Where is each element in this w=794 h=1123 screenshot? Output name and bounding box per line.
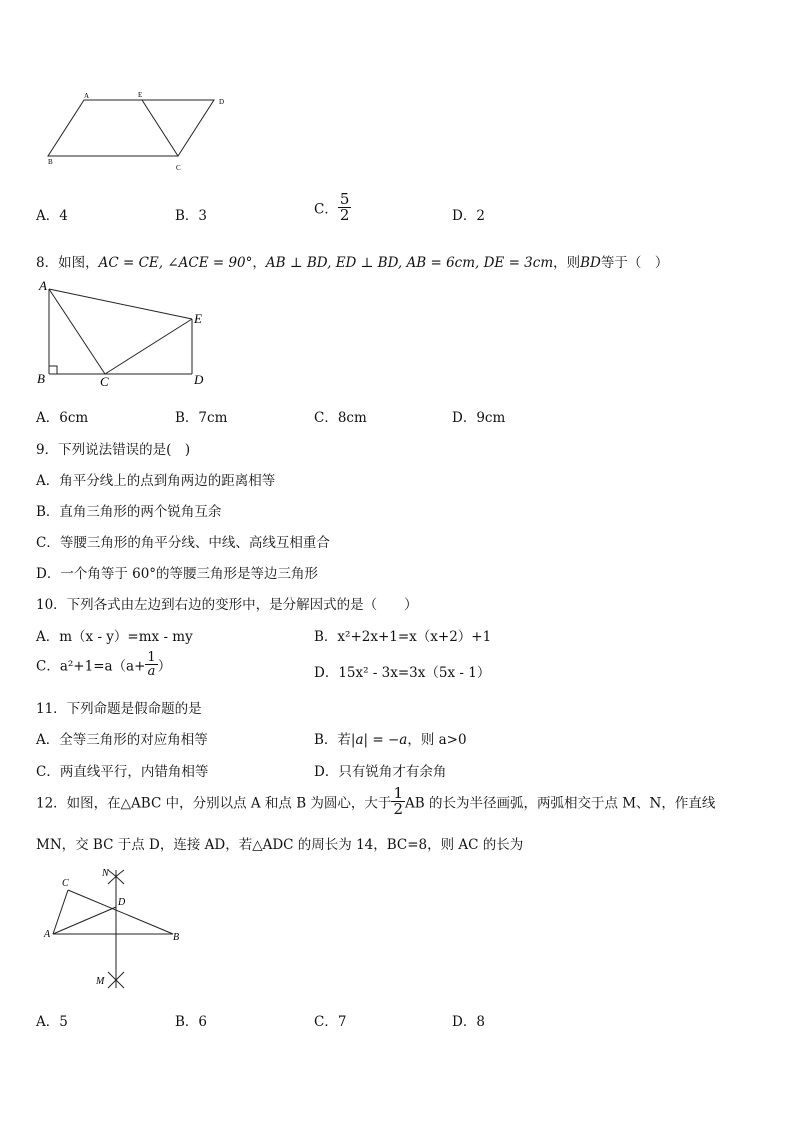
q11-option-c: C．两直线平行，内错角相等: [36, 764, 209, 780]
q7-option-d: D．2: [452, 208, 485, 224]
q8-bd: BD: [580, 255, 601, 271]
figure-q12-construction: [36, 864, 196, 996]
fig12-label-D: D: [118, 897, 126, 908]
q11-b-math: |a| = −a: [350, 732, 408, 748]
q10-option-b: B．x²+2x+1=x（x+2）+1: [314, 629, 492, 645]
fig12-label-C: C: [62, 878, 69, 889]
q9-stem: 9．下列说法错误的是( ): [36, 442, 191, 458]
q7-c-numerator: 5: [339, 190, 350, 208]
q10-c-denominator: a: [145, 664, 157, 678]
q12-option-a: A．5: [36, 1014, 68, 1030]
fig8-label-C: C: [100, 374, 109, 389]
fig8-label-E: E: [194, 311, 202, 326]
q10-c-pre: C．a²+1=a（a+: [36, 658, 146, 675]
q10-stem: 10．下列各式由左边到右边的变形中，是分解因式的是（ ）: [36, 597, 418, 613]
q10-option-a: A．m（x - y）=mx - my: [36, 629, 193, 645]
fig8-label-B: B: [37, 371, 45, 386]
q8-option-c: C．8cm: [314, 410, 367, 426]
q9-option-d: D．一个角等于 60°的等腰三角形是等边三角形: [36, 566, 319, 582]
q11-stem: 11．下列命题是假命题的是: [36, 701, 202, 717]
q12-fraction: [391, 786, 405, 817]
q7-option-c-fraction: [338, 192, 352, 223]
fig12-label-N: N: [102, 868, 109, 879]
q8-given-1: AC = CE, ∠ACE = 90°: [98, 255, 253, 271]
fig7-label-C: C: [176, 164, 181, 172]
q7-option-b: B．3: [175, 208, 208, 224]
q12-option-c: C．7: [314, 1014, 347, 1030]
q7-option-c-prefix: C．: [314, 201, 338, 218]
q12-option-b: B．6: [175, 1014, 208, 1030]
q8-given-2: AB ⊥ BD, ED ⊥ BD, AB = 6cm, DE = 3cm: [265, 255, 554, 271]
fig12-label-A: A: [44, 929, 51, 940]
q10-c-post: ）: [157, 658, 172, 675]
fig7-label-A: A: [84, 92, 90, 100]
q10-option-d: D．15x² - 3x=3x（5x - 1）: [314, 665, 491, 681]
fig12-label-B: B: [173, 932, 180, 943]
q12-option-d: D．8: [452, 1014, 485, 1030]
q8-stem: [36, 251, 668, 271]
q7-option-c: [314, 192, 351, 223]
q11-option-d: D．只有锐角才有余角: [314, 764, 447, 780]
q8-option-b: B．7cm: [175, 410, 228, 426]
q7-option-a: A．4: [36, 208, 68, 224]
q12-frac-numerator: 1: [393, 784, 403, 802]
fig7-label-E: E: [138, 91, 143, 99]
figure-q7-parallelogram: [40, 88, 240, 178]
fig8-label-A: A: [39, 278, 47, 293]
fig7-label-D: D: [219, 98, 225, 106]
q8-option-a: A．6cm: [36, 410, 89, 426]
q12-line1-pre: 12．如图，在△ABC 中，分别以点 A 和点 B 为圆心，大于: [36, 795, 392, 812]
q11-option-b: [314, 728, 467, 748]
q9-option-c: C．等腰三角形的角平分线、中线、高线互相重合: [36, 535, 330, 551]
q10-c-fraction: [145, 651, 157, 678]
q8-number: 8．如图，: [36, 255, 99, 271]
q8-tail-pre: ，则: [553, 255, 581, 271]
q11-option-a: A．全等三角形的对应角相等: [36, 732, 208, 748]
q9-option-b: B．直角三角形的两个锐角互余: [36, 504, 222, 520]
q8-tail-post: 等于（ ）: [600, 255, 669, 271]
q12-stem-line2: MN，交 BC 于点 D，连接 AD，若△ADC 的周长为 14，BC=8，则 AC 的长为: [36, 837, 524, 853]
q9-option-a: A．角平分线上的点到角两边的距离相等: [36, 473, 276, 489]
q7-c-denominator: 2: [339, 206, 350, 224]
q11-b-pre: B．若: [314, 732, 351, 748]
q12-line1-post: AB 的长为半径画弧，两弧相交于点 M、N，作直线: [404, 795, 716, 812]
fig8-label-D: D: [194, 372, 204, 387]
q10-option-c: [36, 651, 171, 678]
q11-b-post: ，则 a>0: [407, 732, 467, 748]
q12-stem-line1: [36, 786, 715, 817]
q10-c-numerator: 1: [147, 650, 156, 665]
figure-q8-triangles: [34, 278, 214, 390]
q12-frac-denominator: 2: [393, 800, 403, 818]
q8-separator: ，: [252, 255, 266, 271]
q8-option-d: D．9cm: [452, 410, 506, 426]
fig12-label-M: M: [96, 976, 105, 987]
fig7-label-B: B: [48, 158, 53, 166]
